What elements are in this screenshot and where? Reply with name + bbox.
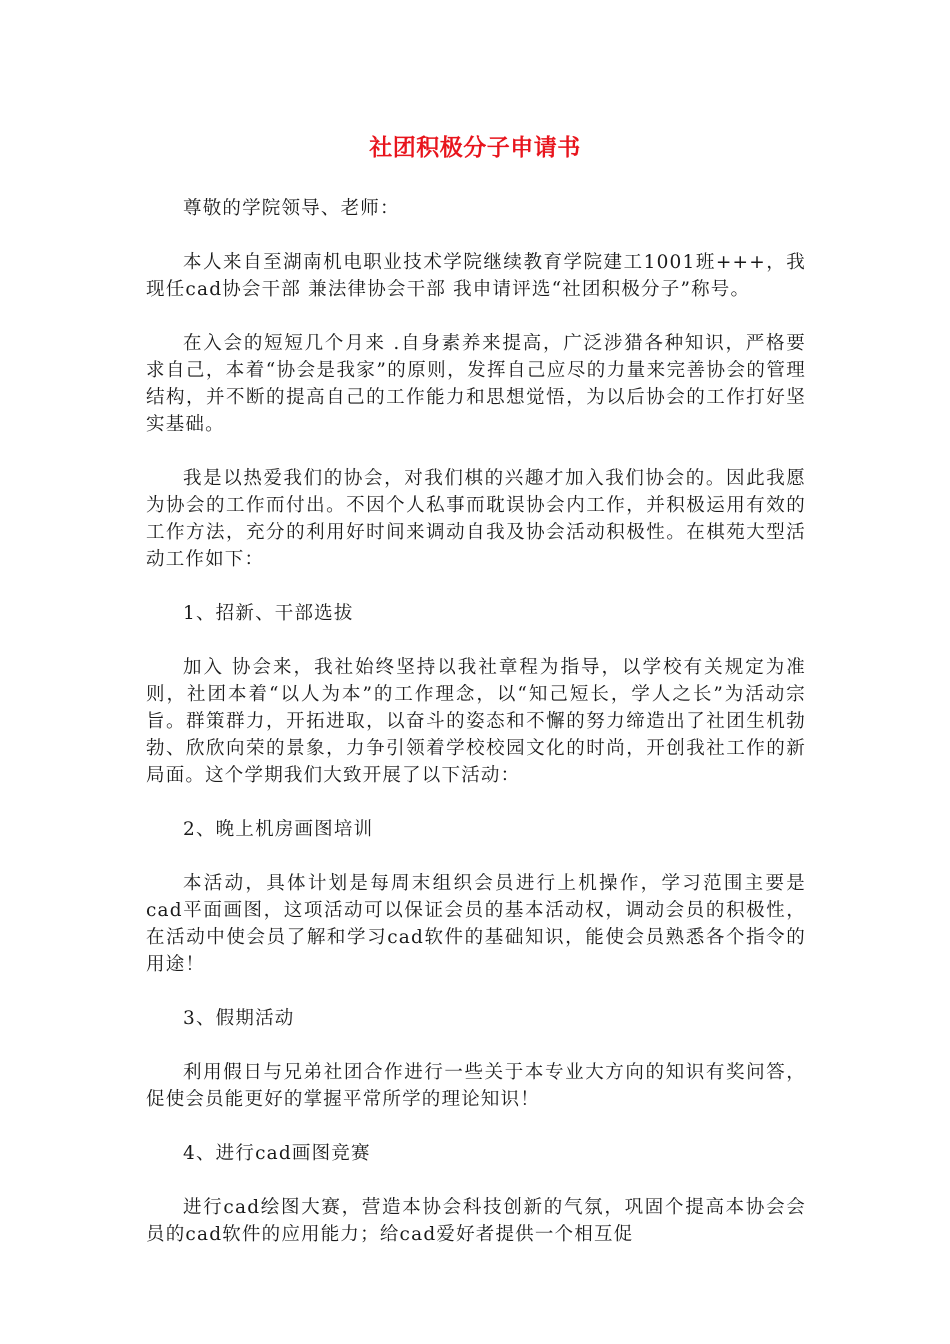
paragraph-holiday: 利用假日与兄弟社团合作进行一些关于本专业大方向的知识有奖问答，促使会员能更好的掌握平常所学的理论知识！ [146, 1062, 806, 1110]
salutation: 尊敬的学院领导、老师： [183, 198, 400, 219]
paragraph-intro: 本人来自至湖南机电职业技术学院继续教育学院建工1001班+++，我现任cad协会干部 兼法律协会干部 我申请评选“社团积极分子”称号。 [146, 252, 806, 300]
paragraph-motivation: 我是以热爱我们的协会，对我们棋的兴趣才加入我们协会的。因此我愿为协会的工作而付出。不因个人私事而耽误协会内工作，并积极运用有效的工作方法，充分的利用好时间来调动自我及协会活动积极性。在棋苑大型活动工作如下： [146, 468, 806, 570]
section-heading-3: 3、假期活动 [183, 1008, 295, 1029]
section-heading-1: 1、招新、干部选拔 [183, 603, 354, 624]
paragraph-competition: 进行cad绘图大赛，营造本协会科技创新的气氛，巩固个提高本协会会员的cad软件的应用能力；给cad爱好者提供一个相互促 [146, 1197, 806, 1245]
section-heading-2: 2、晚上机房画图培训 [183, 819, 374, 840]
paragraph-recruitment: 加入 协会来，我社始终坚持以我社章程为指导，以学校有关规定为准则，社团本着“以人为本”的工作理念，以“知己短长，学人之长”为活动宗旨。群策群力，开拓进取，以奋斗的姿态和不懈的努力缔造出了社团生机勃勃、欣欣向荣的景象，力争引领着学校校园文化的时尚，开创我社工作的新局面。这个学期我们大致开展了以下活动： [146, 657, 806, 786]
paragraph-training: 本活动，具体计划是每周末组织会员进行上机操作，学习范围主要是cad平面画图，这项活动可以保证会员的基本活动权，调动会员的积极性，在活动中使会员了解和学习cad软件的基础知识，能使会员熟悉各个指令的用途！ [146, 873, 806, 975]
section-heading-4: 4、进行cad画图竞赛 [183, 1143, 371, 1164]
document-body [146, 195, 806, 1275]
paragraph-self-improvement: 在入会的短短几个月来 .自身素养来提高，广泛涉猎各种知识，严格要求自己，本着“协会是我家”的原则，发挥自己应尽的力量来完善协会的管理结构，并不断的提高自己的工作能力和思想觉悟，为以后协会的工作打好坚实基础。 [146, 333, 806, 435]
document-title: 社团积极分子申请书 [369, 135, 581, 161]
